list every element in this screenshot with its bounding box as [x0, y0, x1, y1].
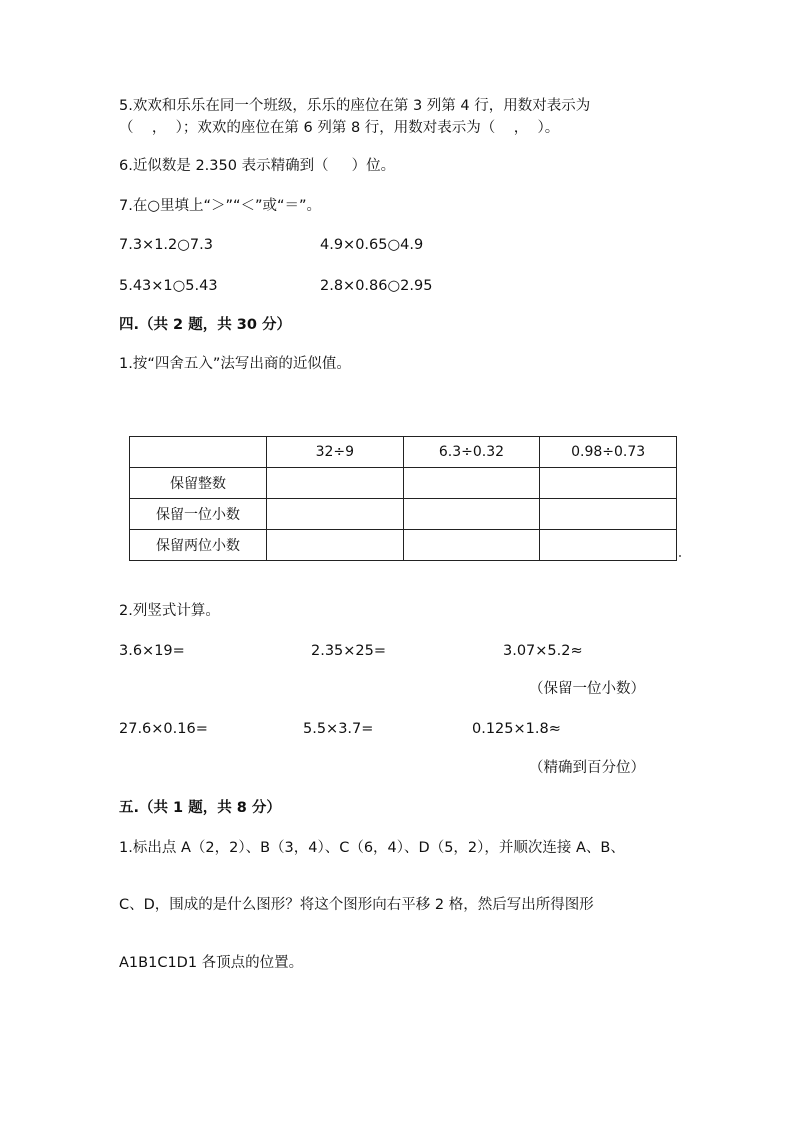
calc-note-2: （精确到百分位）: [529, 760, 645, 776]
section5-q1-line1: 1.标出点 A（2，2）、B（3，4）、C（6，4）、D（5，2），并顺次连接 A、B、: [119, 840, 625, 856]
answer-cell[interactable]: [540, 468, 677, 499]
table-row: [130, 530, 677, 561]
section5-heading: 五.（共 1 题，共 8 分）: [119, 800, 281, 816]
answer-cell[interactable]: [267, 499, 404, 530]
calc-item-5: 5.5×3.7=: [303, 721, 374, 737]
calc-item-4: 27.6×0.16=: [119, 721, 208, 737]
table-header-cell: 0.98÷0.73: [540, 437, 677, 468]
row-label: 保留整数: [130, 468, 267, 499]
section5-q1-line2: C、D，围成的是什么图形？将这个图形向右平移 2 格，然后写出所得图形: [119, 897, 594, 913]
table-header-cell: 32÷9: [267, 437, 404, 468]
answer-cell[interactable]: [403, 468, 540, 499]
table-header-cell: [130, 437, 267, 468]
q5-line1: 5.欢欢和乐乐在同一个班级，乐乐的座位在第 3 列第 4 行，用数对表示为: [119, 98, 591, 114]
stray-mark: [679, 555, 681, 557]
section5-q1-line3: A1B1C1D1 各顶点的位置。: [119, 955, 304, 971]
q7-prompt: 7.在○里填上“＞”“＜”或“＝”。: [119, 198, 322, 214]
table-header-cell: 6.3÷0.32: [403, 437, 540, 468]
answer-cell[interactable]: [267, 530, 404, 561]
q7-item-2: 4.9×0.65○4.9: [320, 237, 424, 253]
answer-cell[interactable]: [403, 499, 540, 530]
answer-cell[interactable]: [540, 499, 677, 530]
answer-cell[interactable]: [540, 530, 677, 561]
answer-cell[interactable]: [403, 530, 540, 561]
answer-cell[interactable]: [267, 468, 404, 499]
q7-item-4: 2.8×0.86○2.95: [320, 278, 433, 294]
calc-item-3: 3.07×5.2≈: [503, 643, 583, 659]
approximation-table: [129, 436, 677, 561]
section4-heading: 四.（共 2 题，共 30 分）: [119, 317, 291, 333]
row-label: 保留两位小数: [130, 530, 267, 561]
table-row: [130, 468, 677, 499]
table-row: [130, 499, 677, 530]
calc-note-1: （保留一位小数）: [529, 681, 645, 697]
q5-line2: （ ， ）；欢欢的座位在第 6 列第 8 行，用数对表示为（ ， ）。: [119, 120, 560, 136]
section4-q1-text: 1.按“四舍五入”法写出商的近似值。: [119, 356, 351, 372]
q7-item-3: 5.43×1○5.43: [119, 278, 218, 294]
calc-item-2: 2.35×25=: [311, 643, 387, 659]
calc-item-1: 3.6×19=: [119, 643, 185, 659]
q7-item-1: 7.3×1.2○7.3: [119, 237, 213, 253]
calc-item-6: 0.125×1.8≈: [472, 721, 561, 737]
table-header-row: [130, 437, 677, 468]
row-label: 保留一位小数: [130, 499, 267, 530]
q6-text: 6.近似数是 2.350 表示精确到（ ）位。: [119, 158, 396, 174]
section4-q2-text: 2.列竖式计算。: [119, 603, 220, 619]
